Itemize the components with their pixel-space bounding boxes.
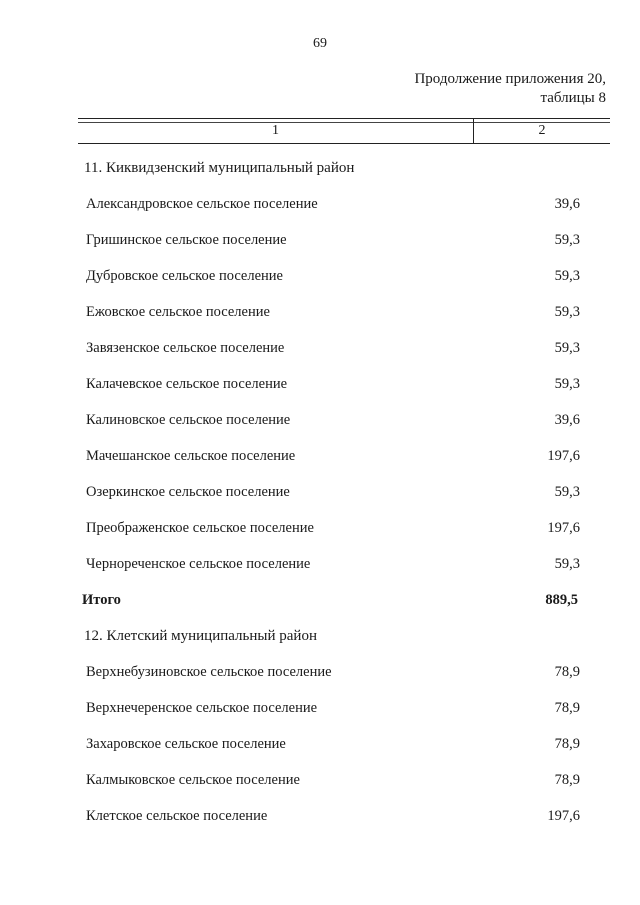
row-name: Верхнечеренское сельское поселение [86, 700, 318, 716]
row-value: 59,3 [554, 232, 580, 248]
table-row [80, 332, 580, 368]
row-value: 78,9 [554, 772, 580, 788]
row-value: 197,6 [547, 520, 580, 536]
continuation-note [414, 70, 606, 108]
row-name: Дубровское сельское поселение [86, 268, 283, 284]
column-header-1: 1 [272, 123, 279, 138]
row-name: Мачешанское сельское поселение [86, 448, 296, 464]
row-name: Озеркинское сельское поселение [86, 484, 290, 500]
table-row [80, 224, 580, 260]
table-row [80, 728, 580, 764]
table-row [80, 656, 580, 692]
row-name: Ежовское сельское поселение [86, 304, 270, 320]
row-value: 39,6 [554, 412, 580, 428]
table-row [80, 260, 580, 296]
table-row [80, 296, 580, 332]
table-body [80, 152, 580, 836]
row-name: Клетское сельское поселение [86, 808, 268, 824]
row-value: 59,3 [554, 268, 580, 284]
row-value: 889,5 [545, 592, 578, 608]
row-name: 11. Киквидзенский муниципальный район [84, 160, 355, 176]
row-value: 197,6 [547, 448, 580, 464]
row-value: 197,6 [547, 808, 580, 824]
continuation-line-1: Продолжение приложения 20, [414, 71, 606, 87]
table-row [80, 440, 580, 476]
row-name: Захаровское сельское поселение [86, 736, 286, 752]
row-value: 78,9 [554, 736, 580, 752]
continuation-line-2: таблицы 8 [540, 90, 606, 106]
row-name: Александровское сельское поселение [86, 196, 318, 212]
row-value: 59,3 [554, 340, 580, 356]
table-header [78, 118, 610, 144]
table-row [80, 476, 580, 512]
row-value: 59,3 [554, 484, 580, 500]
row-value: 59,3 [554, 376, 580, 392]
row-name: Завязенское сельское поселение [86, 340, 285, 356]
row-value: 39,6 [554, 196, 580, 212]
total-row [80, 584, 580, 620]
table-row [80, 404, 580, 440]
table-row [80, 368, 580, 404]
table-row [80, 692, 580, 728]
row-name: 12. Клетский муниципальный район [84, 628, 317, 644]
page-number: 69 [313, 36, 327, 51]
row-name: Чернореченское сельское поселение [86, 556, 311, 572]
row-name: Калачевское сельское поселение [86, 376, 288, 392]
column-header-2: 2 [538, 123, 546, 138]
row-name: Гришинское сельское поселение [86, 232, 287, 248]
table-row [80, 800, 580, 836]
row-name: Итого [82, 592, 121, 608]
row-name: Верхнебузиновское сельское поселение [86, 664, 332, 680]
row-value: 59,3 [554, 556, 580, 572]
table-row [80, 764, 580, 800]
table-row [80, 512, 580, 548]
row-name: Калмыковское сельское поселение [86, 772, 300, 788]
row-value: 78,9 [554, 700, 580, 716]
table-row [80, 548, 580, 584]
row-value: 78,9 [554, 664, 580, 680]
row-value: 59,3 [554, 304, 580, 320]
table-row [80, 188, 580, 224]
row-name: Преображенское сельское поселение [86, 520, 314, 536]
section-heading [80, 620, 580, 656]
row-name: Калиновское сельское поселение [86, 412, 291, 428]
section-heading [80, 152, 580, 188]
